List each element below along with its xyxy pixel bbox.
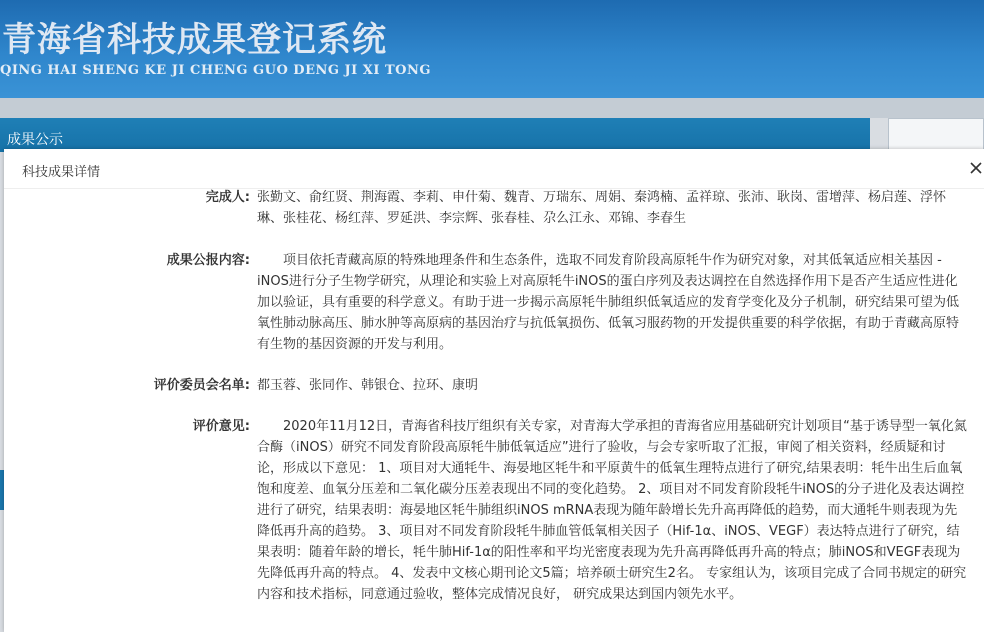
side-panel — [888, 118, 984, 152]
summary-value: 项目依托青藏高原的特殊地理条件和生态条件，选取不同发育阶段高原牦牛作为研究对象，对其低氧适应相关基因 - iNOS进行分子生物学研究，从理论和实验上对高原牦牛iNOS的蛋白序列及表达调控在自然选择作用下是否产生适应性进化加以验证，具有重要的科学意义。有助于进一步揭示高原牦牛肺组织低氧适应的发育学变化及分子机制，研究结果可望为低氧性肺动脉高压、肺水肿等高原病的基因治疗与抗低氧损伤、低氧习服药物的开发提供重要的科学依据，有助于青藏高原特有生物的基因资源的开发与利用。 — [257, 253, 960, 352]
close-button[interactable] — [967, 159, 984, 177]
header-banner — [0, 0, 984, 98]
system-subtitle: QING HAI SHENG KE JI CHENG GUO DENG JI XI TONG — [0, 63, 431, 78]
dialog-body — [4, 189, 984, 632]
dialog-title: 科技成果详情 — [22, 165, 101, 180]
opinion-value: 2020年11月12日，青海省科技厅组织有关专家，对青海大学承担的青海省应用基础研究计划项目“基于诱导型一氧化氮合酶（iNOS）研究不同发育阶段高原牦牛肺低氧适应”进行了验收，与会专家听取了汇报，审阅了相关资料，经质疑和讨论，形成以下意见： 1、项目对大通牦牛、海晏地区牦牛和平原黄牛的低氧生理特点进行了研究,结果表明：牦牛出生后血氧饱和度差、血氧分压差和二氧化碳分压差表现出不同的变化趋势。 2、项目对不同发育阶段牦牛iNOS的分子进化及表达调控进行了研究，结果表明：海晏地区牦牛肺组织iNOS mRNA表现为随年龄增长先升高再降低的趋势，而大通牦牛则表现为先降低再升高的趋势。 3、项目对不同发育阶段牦牛肺血管低氧相关因子（Hif-1α、iNOS、VEGF）表达特点进行了研究，结果表明：随着年龄的增长，牦牛肺Hif-1α的阳性率和平均光密度表现为先升高再降低再升高的特点；肺iNOS和VEGF表现为先降低再升高的特点。 4、发表中文核心期刊论文5篇；培养硕士研究生2名。 专家组认为，该项目完成了合同书规定的研究内容和技术指标，同意通过验收，整体完成情况良好， 研究成果达到国内领先水平。 — [257, 419, 967, 602]
system-title: 青海省科技成果登记系统 — [2, 20, 387, 60]
close-icon — [967, 159, 984, 177]
committee-value: 都玉蓉、张同作、韩银仓、拉环、康明 — [257, 378, 479, 393]
completers-value: 张勤文、俞红贤、荆海霞、李莉、申什菊、魏青、万瑞东、周娟、秦鸿楠、孟祥琼、张沛、耿岗、雷增萍、杨启莲、浮怀琳、张桂花、杨红萍、罗延洪、李宗辉、张春桂、尕么江永、邓锦、李春生 — [257, 190, 947, 226]
detail-dialog — [4, 149, 984, 632]
committee-label: 评价委员会名单: — [153, 378, 250, 393]
section-title: 成果公示 — [7, 132, 63, 148]
section-header — [0, 118, 870, 152]
summary-label: 成果公报内容: — [166, 253, 250, 268]
dialog-header — [4, 149, 984, 189]
completers-label: 完成人: — [205, 190, 250, 205]
nav-strip — [0, 98, 984, 118]
opinion-label: 评价意见: — [192, 419, 250, 434]
